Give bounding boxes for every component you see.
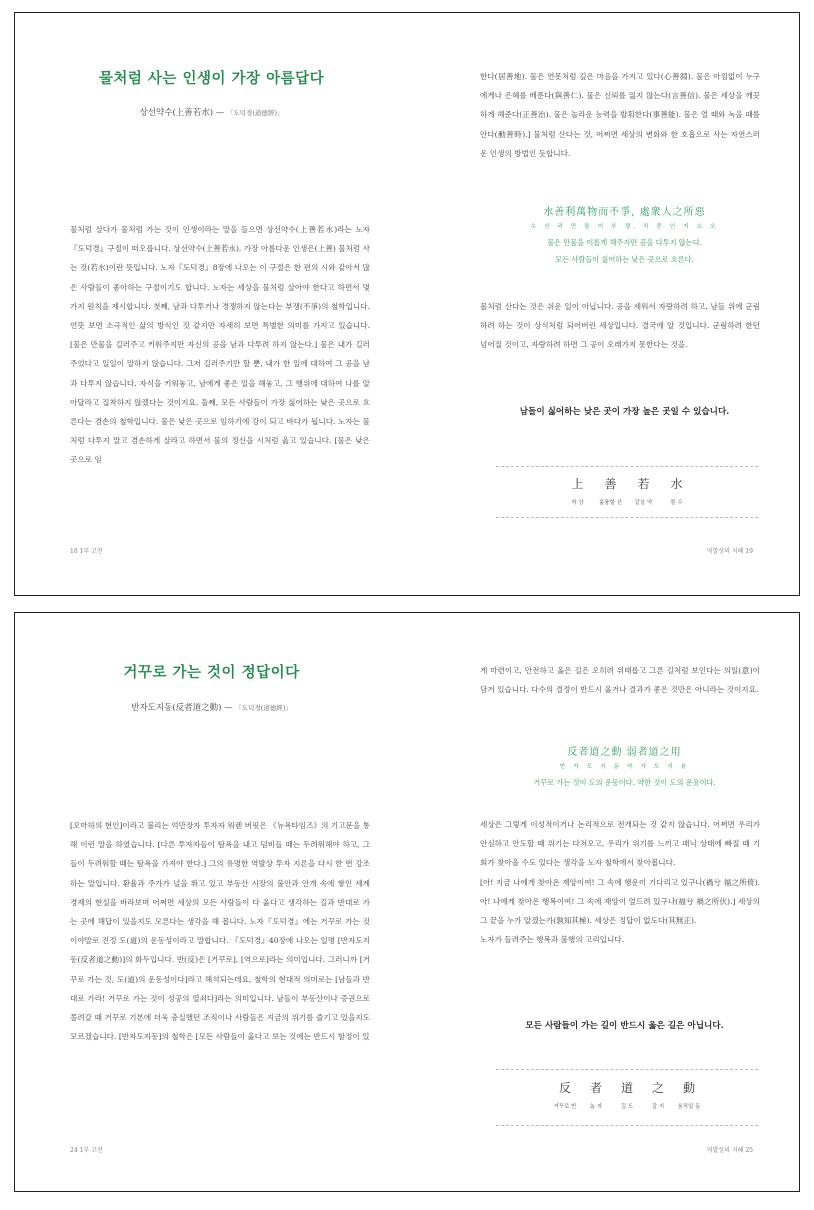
spread-top <box>14 12 800 596</box>
page-18 <box>15 13 408 595</box>
page-folio: 역발상의 지혜 25 <box>706 1147 753 1154</box>
body-text <box>480 67 760 163</box>
body-text-2 <box>480 815 760 949</box>
paragraph: 물처럼 산다는 것은 쉬운 일이 아닙니다. 공을 세워서 자랑하려 하고, 남들 위에 군림하려 하는 것이 상식처럼 되어버린 세상입니다. 결국에 알 것입니다. 군림하려 한던 넘어질 것이고, 자랑하려 하면 그 공이 오래가지 못한다는 것을. <box>480 302 760 350</box>
paragraph: 한다(居善地). 물은 연못처럼 깊은 마음을 가지고 있다(心善淵). 물은 아낌없이 누구에게나 은혜를 베푼다(與善仁). 물은 신뢰를 잃지 않는다(言善信). 물은 세상을 깨끗하게 해준다(正善治). 물은 놀라운 능력을 발휘한다(事善能). 물은 얼 때와 녹을 때를 안다(動善時).] 물처럼 산다는 것, 어쩌면 세상의 변화와 한 호흡으로 사는 자연스러운 인생의 방법인 듯합니다. <box>480 72 760 158</box>
paragraph: 세상은 그렇게 이성적이거나 논리적으로 전개되는 것 같지 않습니다. 어쩌면 우리가 안심하고 안도할 때 위기는 다쳐오고, 우리가 위기를 느끼고 패닉 상태에 빠질 때 기회가 찾아올 수도 있다는 생각을 노자 철학에서 찾아봅니다. <box>480 820 760 868</box>
subtitle-phrase: 반자도지동(反者道之動) — <box>131 703 236 713</box>
divider-bottom <box>496 1125 758 1126</box>
page-subtitle <box>15 701 408 713</box>
quote-gloss <box>448 774 801 791</box>
quote-hanja: 水善利萬物而不爭, 處衆人之所惡 <box>543 207 706 218</box>
glossary-char: 反 거꾸로 반 <box>553 1081 577 1110</box>
emphasis-line: 모든 사람들이 가는 길이 반드시 옳은 길은 아닙니다. <box>525 1021 724 1031</box>
page-title: 거꾸로 가는 것이 정답이다 <box>123 664 300 681</box>
quote-gloss <box>448 234 801 268</box>
page-folio: 역발상의 지혜 19 <box>706 548 753 555</box>
subtitle-source: 「도덕경(道德經)」 <box>226 109 284 117</box>
glossary-char: 動 움직일 동 <box>677 1081 701 1110</box>
divider-top <box>496 466 758 467</box>
emphasis-line: 남들이 싫어하는 낮은 곳이 가장 높은 곳일 수 있습니다. <box>519 407 730 417</box>
glossary-char: 之 갈 지 <box>651 1081 665 1110</box>
page-19 <box>408 13 801 595</box>
glossary-char: 上 착 상 <box>571 477 584 506</box>
paragraph: 물처럼 살다가 물처럼 가는 것이 인생이라는 말을 들으면 상선약수(上善若水)라는 노자『도덕경』구절이 떠오릅니다. 상선약수(上善若水), 가장 아름다운 인생은(上善) 물처럼 사는 것(若水)이란 뜻입니다. 노자『도덕경』8장에 나오는 이 구절은 한 편의 시와 같아서 많은 사람들이 좋아하는 구절이기도 합니다. 노자는 세상을 물처럼 살아야 한다고 하면서 몇 가지 원칙을 제시합니다. 첫째, 남과 다투거나 경쟁하지 않는다는 부쟁(不爭)의 철학입니다. 언뜻 보면 소극적인 삶의 방식인 것 같지만 자세히 보면 특별한 의미를 가지고 있습니다. [물은 만물을 길러주고 키워주지만 자신의 공을 남과 다투려 하지 않는다.] 물은 내가 길러주었다고 일일이 말하지 않습니다. 그저 길러주기만 할 뿐, 내가 한 일에 대하여 그 공을 남과 다투지 않습니다. 자식을 키워놓고, 남에게 좋은 일을 해놓고, 그 행위에 대하여 나를 알아달라고 집착하지 않겠다는 것이지요. 둘째, 모든 사람들이 가장 싫어하는 낮은 곳으로 흐른다는 겸손의 철학입니다. 물은 낮은 곳으로 임하기에 강이 되고 바다가 됩니다. 노자는 물처럼 다투지 말고 겸손하게 살라고 하면서 물의 정신을 시처럼 읊고 있습니다. [물은 낮은 곳으로 임 <box>70 225 370 465</box>
paragraph: [오마하의 현인]이라고 불리는 억만장자 투자자 워렌 버핏은 《뉴욕타임즈》의 기고문을 통해 이런 말을 하였습니다. [다른 투자자들이 탐욕을 내고 덤비들 때는 두려워해야 하고, 그들이 두려워할 때는 탐욕을 가져야 한다.] 그의 유명한 역발상 투자 지론을 다시 한 번 강조하는 말입니다. 환율과 주가가 널을 뛰고 있고 부동산 시장의 불안과 안개 속에 쌓인 세계 경제의 현실을 바라보며 어쩌면 세상의 모든 사람들이 다 옳다고 생각하는 길과 반대로 가는 곳에 해답이 있을지도 모른다는 생각을 해 봅니다. 노자『도덕경』에는 거꾸로 가는 것이야말로 진정 도(道)의 운동성이라고 말합니다. 『도덕경』40장에 나오는 일명 [반자도지동(反者道之動)]의 화두입니다. 반(反)은 [거꾸로], [역으로]라는 의미입니다. 그러니까 [거꾸로 가는 것, 도(道)의 운동성이다]라고 해석되는데요, 철학의 현대적 의미로는 [남들과 반대로 가라! 거꾸로 가는 것이 성공의 열쇠다]라는 의미입니다. 남들이 부동산이나 증권으로 몰려갈 때 거꾸로 기본에 더욱 충실했던 조직이나 사람들은 지금의 위기를 즐기고 있을지도 모르겠습니다. [반자도지동]의 철학은 [모든 사람들이 옳다고 보는 것에는 반드시 함정이 있 <box>70 821 370 1042</box>
glossary-char: 水 물 수 <box>670 477 683 506</box>
paragraph: 노자가 들려주는 행복과 불행의 고리입니다. <box>480 935 625 945</box>
body-text <box>70 220 370 470</box>
paragraph: 게 마련이고, 안전하고 옳은 길은 오히려 위태롭고 그른 길처럼 보인다는 의일(意)이 담겨 있습니다. 다수의 결정이 반드시 옳거나 결과가 좋은 것만은 아니라는 것이지요. <box>480 666 760 695</box>
hanja-glossary <box>496 1079 758 1110</box>
hanja-quote <box>408 203 801 268</box>
subtitle-phrase: 상선약수(上善若水) — <box>139 108 227 118</box>
hanja-glossary <box>496 475 758 506</box>
page-25 <box>408 613 801 1191</box>
hanja-quote <box>408 743 801 791</box>
spread-bottom <box>14 612 800 1192</box>
paragraph: [아! 지금 나에게 찾아온 재앙이여! 그 속에 행운이 기다리고 있구나(禍兮 福之所倚). 아! 나에게 찾아온 행복이여! 그 속에 재앙이 엎드려 있구나(福兮 禍之所伏).] 세상의 그 끝을 누가 알겠는가(孰知其極). 세상은 정답이 없도다(其無正). <box>480 877 760 926</box>
gloss-line: 물은 만물을 이롭게 해주지만 공을 다투지 않는다. <box>547 238 702 247</box>
page-24 <box>15 613 408 1191</box>
glossary-char: 善 훌륭할 선 <box>598 477 622 506</box>
gloss-line: 모든 사람들이 싫어하는 낮은 곳으로 흐른다. <box>555 255 694 264</box>
quote-hanja: 反者道之動 弱者道之用 <box>567 747 682 758</box>
body-text-2 <box>480 297 760 355</box>
subtitle-source: 「도덕경(道德經)」 <box>235 704 292 712</box>
page-subtitle <box>15 106 408 118</box>
page-title: 물처럼 사는 인생이 가장 아름답다 <box>98 70 325 87</box>
page-folio: 18 1부 고전 <box>70 548 103 555</box>
divider-bottom <box>496 517 758 518</box>
glossary-char: 者 놈 자 <box>589 1081 603 1110</box>
gloss-line: 거꾸로 가는 것이 도의 운동이다. 약한 것이 도의 운용이다. <box>533 778 716 787</box>
quote-reading: 반 자 도 지 동 약 자 도 지 용 <box>559 764 690 770</box>
body-text <box>70 816 370 1046</box>
glossary-char: 道 길 도 <box>620 1081 634 1110</box>
body-text <box>480 661 760 699</box>
glossary-char: 若 같을 약 <box>634 477 653 506</box>
divider-top <box>496 1069 758 1070</box>
quote-reading: 수 선 리 만 물 이 부 쟁, 처 중 인 지 소 오 <box>530 224 719 230</box>
page-folio: 24 1부 고전 <box>70 1147 103 1154</box>
